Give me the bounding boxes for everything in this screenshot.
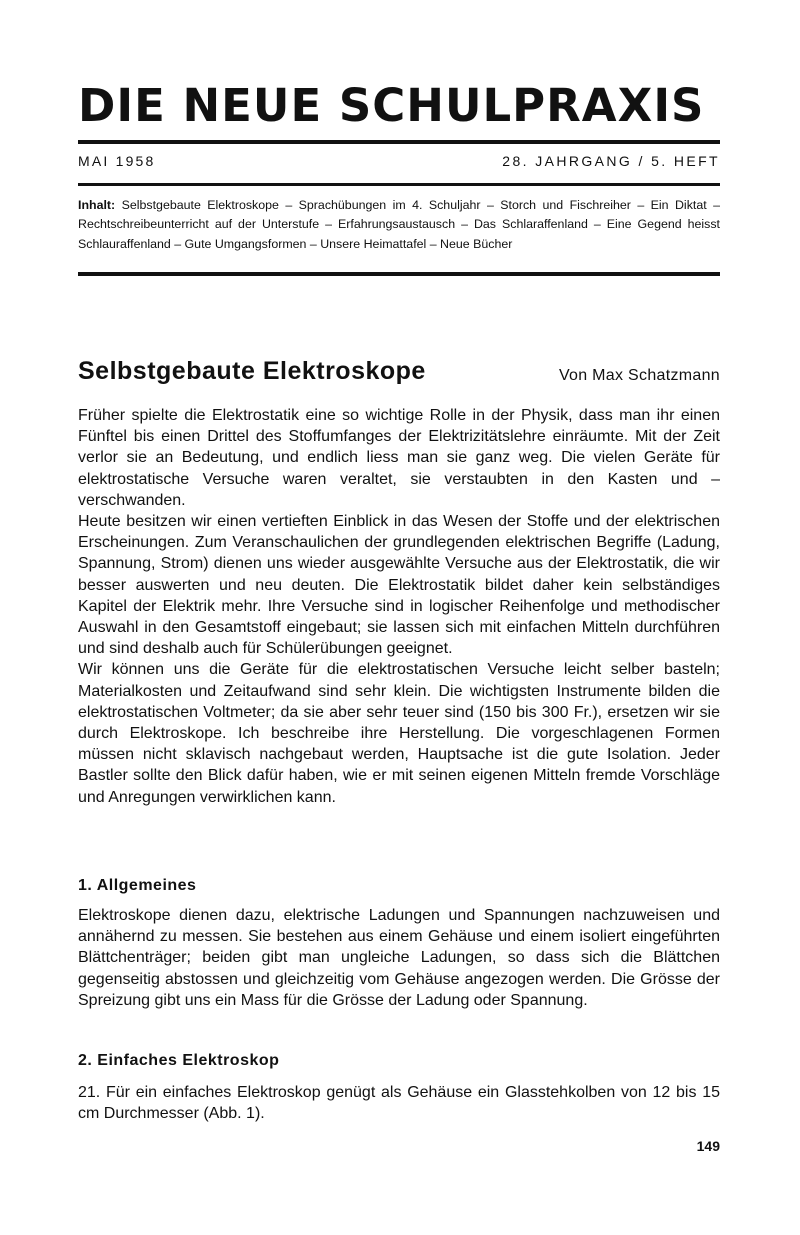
- divider-rule: [78, 183, 720, 186]
- section-heading: 1. Allgemeines: [78, 877, 197, 894]
- issue-number: 28. JAHRGANG / 5. HEFT: [502, 153, 720, 169]
- article-intro: [78, 405, 720, 808]
- body-paragraph: Früher spielte die Elektrostatik eine so wichtige Rolle in der Physik, dass man ihr einen Fünftel bis einen Drittel des Stoffumfanges der Elektrizitätslehre einräumte. Mit der Zeit verlor sie an Bedeutung, und endlich liess man sie ganz weg. Die vielen Geräte für elektrostatische Versuche waren veraltet, sie verstaubten in den Kasten und – verschwanden.: [78, 407, 720, 509]
- body-paragraph: Wir können uns die Geräte für die elektrostatischen Versuche leicht selber basteln; Materialkosten und Zeitaufwand sind sehr klein. Die wichtigsten Instrumente bilden die elektrostatischen Voltmeter; da sie aber sehr teuer sind (150 bis 300 Fr.), ersetzen wir sie durch Elektroskope. Ich beschreibe ihre Herstellung. Die vorgeschlagenen Formen müssen nicht sklavisch nachgebaut werden, Hauptsache ist die gute Isolation. Jeder Bastler sollte den Blick dafür haben, wie er mit seinen eigenen Mitteln fremde Vorschläge und Anregungen verwirklichen kann.: [78, 661, 720, 806]
- issue-date: MAI 1958: [78, 153, 156, 169]
- body-paragraph: Heute besitzen wir einen vertieften Einblick in das Wesen der Stoffe und der elektrischen Erscheinungen. Zum Veranschaulichen der grundlegenden elektrischen Begriffe (Ladung, Spannung, Strom) dienen uns wieder ausgewählte Versuche aus der Elektrostatik, die wir besser auswerten und neu deuten. Die Elektrostatik bildet daher kein selbständiges Kapitel der Elektrik mehr. Ihre Versuche sind in logischer Reihenfolge und methodischer Auswahl in den Gesamtstoff eingebaut; sie lassen sich mit einfachen Mitteln durchführen und sind deshalb auch für Schülerübungen geeignet.: [78, 513, 720, 658]
- page-number: 149: [696, 1138, 720, 1154]
- journal-title: DIE NEUE SCHULPRAXIS: [78, 79, 705, 132]
- issue-line: [78, 150, 720, 172]
- article-author: Von Max Schatzmann: [558, 367, 720, 384]
- article-header: [78, 352, 720, 392]
- section-body: [78, 1082, 720, 1124]
- article-title: Selbstgebaute Elektroskope: [78, 357, 426, 385]
- page: [78, 0, 720, 1235]
- divider-rule: [78, 140, 720, 144]
- body-paragraph: 21. Für ein einfaches Elektroskop genügt als Gehäuse ein Glasstehkolben von 12 bis 15 cm Durchmesser (Abb. 1).: [78, 1084, 720, 1123]
- section-heading: 2. Einfaches Elektroskop: [78, 1052, 280, 1069]
- section-body: [78, 905, 720, 1011]
- contents-label: Inhalt:: [78, 198, 116, 212]
- divider-rule: [78, 272, 720, 276]
- body-paragraph: Elektroskope dienen dazu, elektrische Ladungen und Spannungen nachzuweisen und annähernd zu messen. Sie bestehen aus einem Gehäuse und einem isoliert eingeführten Blättchenträger; beiden gibt man ungleiche Ladungen, so dass sich die Blättchen gegenseitig abstossen und gleichzeitig vom Gehäuse angezogen werden. Die Grösse der Spreizung gibt uns ein Mass für die Grösse der Ladung oder Spannung.: [78, 907, 720, 1009]
- contents-text: Selbstgebaute Elektroskope – Sprachübungen im 4. Schuljahr – Storch und Fischreiher – Ein Diktat – Rechtschreibeunterricht auf der Unterstufe – Erfahrungsaustausch – Das Schlaraffenland – Eine Gegend heisst Schlauraffenland – Gute Umgangsformen – Unsere Heimattafel – Neue Bücher: [78, 198, 720, 251]
- table-of-contents: [78, 196, 720, 254]
